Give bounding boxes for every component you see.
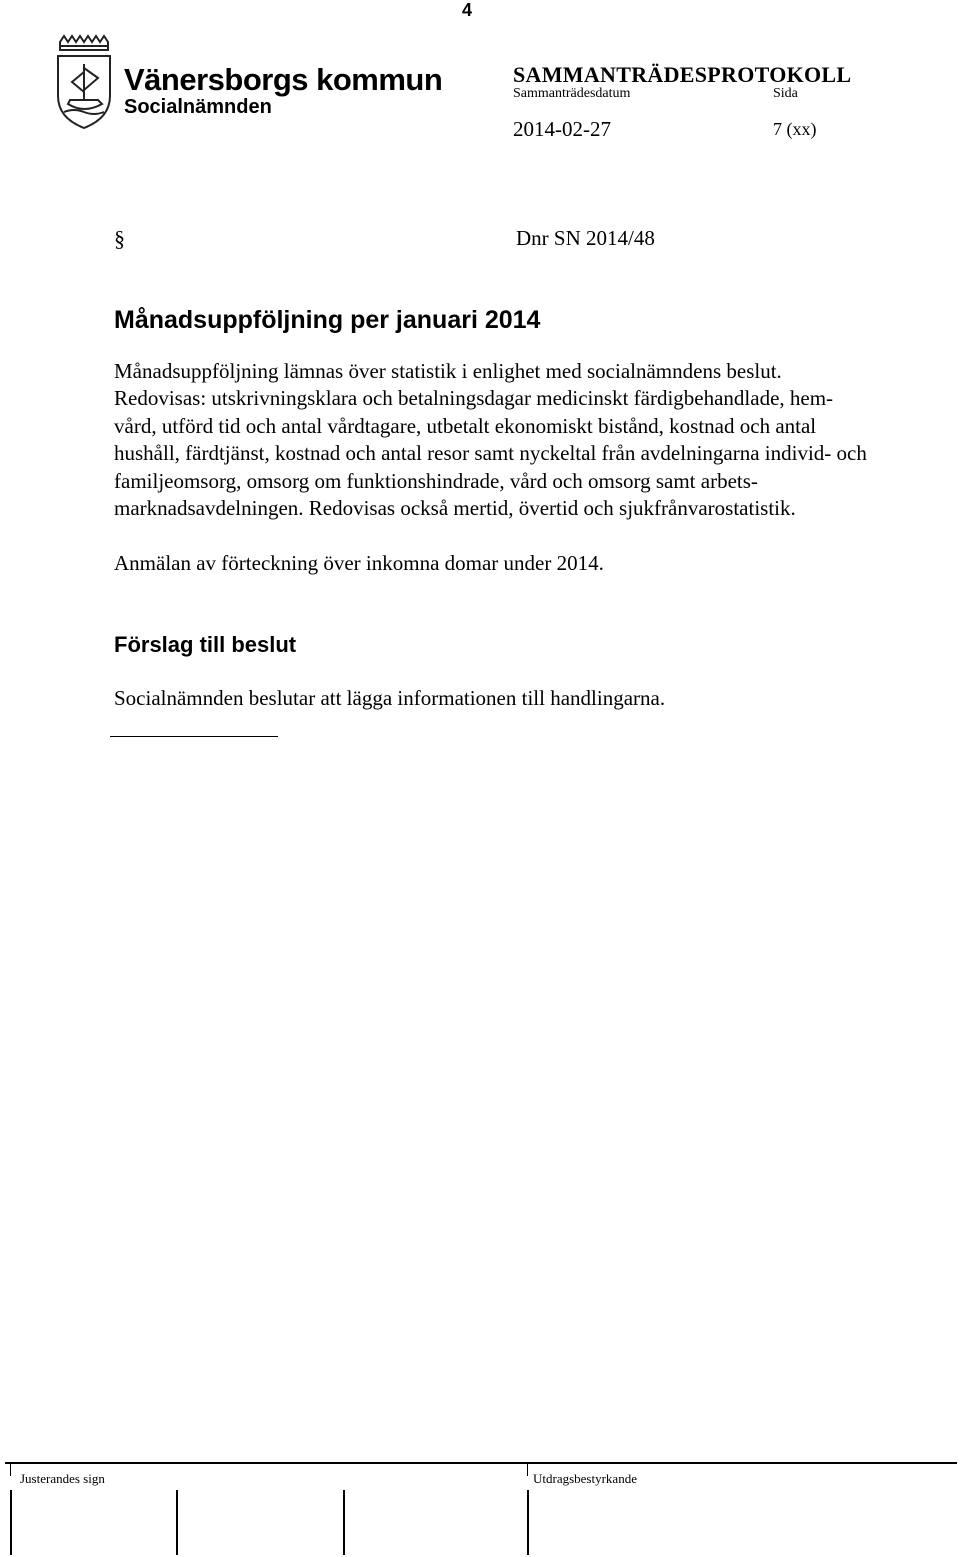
footer-right-label: Utdragsbestyrkande: [533, 1471, 637, 1486]
end-rule: [110, 736, 278, 737]
paragraph-1: Månadsuppföljning lämnas över statistik i enlighet med socialnämndens beslut. Redovisas: utskrivningsklara och betalningsdagar medicinskt färdigbehandlade, hem-vård, utförd tid och antal vårdtagare, utbetalt ekonomiskt bistånd, kostnad och antal hushåll, färdtjänst, kostnad och antal resor samt nyckeltal från avdelningarna individ- och familjeomsorg, omsorg om funktionshindrade, vård och omsorg samt arbets-marknadsavdelningen. Redovisas också mertid, övertid och sjukfrånvarostatistik.: [114, 359, 867, 521]
signature-box-divider: [176, 1490, 178, 1555]
section-symbol: §: [114, 226, 125, 251]
protocol-title: SAMMANTRÄDESPROTOKOLL: [513, 62, 852, 87]
page-label: Sida: [773, 86, 798, 101]
page-value: 7 (xx): [773, 119, 817, 139]
signature-box-divider: [527, 1490, 529, 1555]
signature-box-divider: [10, 1490, 12, 1555]
dnr-number: Dnr SN 2014/48: [516, 226, 655, 250]
proposal-text: Socialnämnden beslutar att lägga informationen till handlingarna.: [114, 686, 666, 710]
paragraph-2: Anmälan av förteckning över inkomna domar under 2014.: [114, 551, 604, 575]
org-name: Vänersborgs kommun: [124, 62, 443, 97]
signature-box-divider: [343, 1490, 345, 1555]
footer-divider-right: [527, 1462, 528, 1476]
footer-rule: [5, 1462, 957, 1464]
meeting-date: 2014-02-27: [513, 117, 611, 141]
date-label: Sammanträdesdatum: [513, 86, 631, 101]
section-title: Månadsuppföljning per januari 2014: [114, 306, 541, 334]
footer-left-label: Justerandes sign: [20, 1471, 105, 1486]
page-number: 4: [462, 0, 473, 20]
footer-divider-left: [10, 1462, 11, 1476]
dept-name: Socialnämnden: [124, 96, 272, 118]
proposal-heading: Förslag till beslut: [114, 632, 297, 657]
